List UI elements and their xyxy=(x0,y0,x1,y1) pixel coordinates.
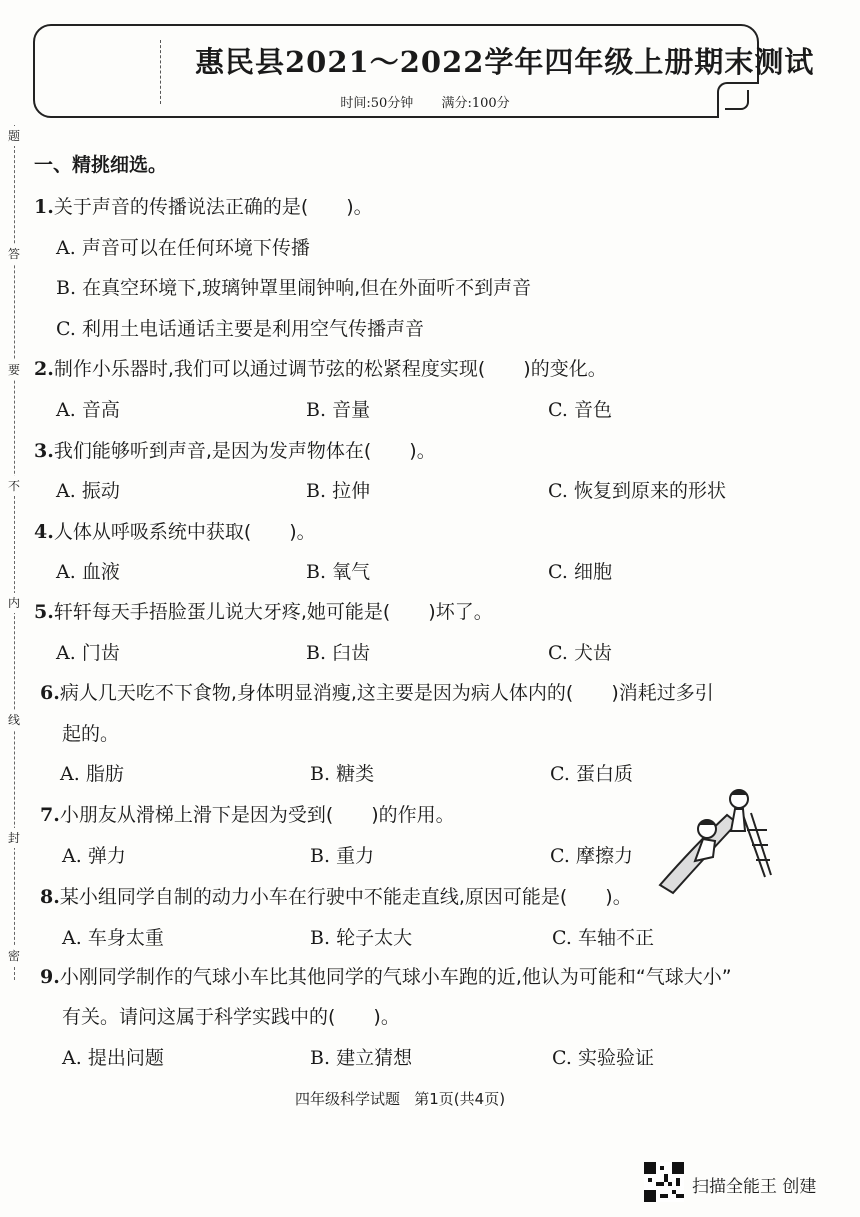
question-stem: 轩轩每天手捂脸蛋儿说大牙疼,她可能是( )坏了。 xyxy=(53,601,493,623)
option-letter: B. xyxy=(306,561,327,583)
option-b xyxy=(306,395,370,422)
option-text: 糖类 xyxy=(336,763,375,785)
option-c xyxy=(550,759,633,786)
option-c xyxy=(548,557,612,584)
option-letter: A. xyxy=(62,845,82,867)
title-banner xyxy=(33,24,815,118)
option-letter: B. xyxy=(310,763,331,785)
option-text: 臼齿 xyxy=(332,642,371,664)
section-heading: 一、精挑细选。 xyxy=(34,154,168,176)
option-b xyxy=(310,841,374,868)
binding-char: 封 xyxy=(4,828,24,848)
question-stem: 小朋友从滑梯上滑下是因为受到( )的作用。 xyxy=(59,804,455,826)
option-c xyxy=(552,1043,654,1070)
exam-time: 时间:50分钟 xyxy=(340,96,414,111)
option-text: 门齿 xyxy=(81,642,120,664)
option-text: 摩擦力 xyxy=(575,845,633,867)
option-a xyxy=(60,759,124,786)
question-stem: 病人几天吃不下食物,身体明显消瘦,这主要是因为病人体内的( )消耗过多引 xyxy=(59,682,714,704)
option-text: 声音可以在任何环境下传播 xyxy=(81,237,310,259)
option-a xyxy=(56,476,120,503)
option-text: 车轴不正 xyxy=(577,927,654,949)
option-letter: B. xyxy=(310,1047,331,1069)
option-a xyxy=(62,923,164,950)
option-text: 利用土电话通话主要是利用空气传播声音 xyxy=(81,318,424,340)
option-letter: C. xyxy=(552,1047,572,1069)
option-letter: C. xyxy=(548,642,568,664)
binding-char: 内 xyxy=(4,593,24,613)
scanner-watermark: 扫描全能王 创建 xyxy=(692,1177,817,1197)
option-text: 音高 xyxy=(81,399,120,421)
option-text: 脂肪 xyxy=(85,763,124,785)
option-letter: B. xyxy=(310,927,331,949)
question-stem: 关于声音的传播说法正确的是( )。 xyxy=(53,196,373,218)
question-2 xyxy=(34,354,607,381)
option-letter: C. xyxy=(548,561,568,583)
question-5 xyxy=(34,597,493,624)
question-6 xyxy=(40,678,714,705)
option-b xyxy=(310,759,374,786)
option-letter: C. xyxy=(552,927,572,949)
question-7 xyxy=(40,800,455,827)
option-c xyxy=(548,638,612,665)
question-stem: 小刚同学制作的气球小车比其他同学的气球小车跑的近,他认为可能和“气球大小” xyxy=(59,966,732,988)
option-text: 建立猜想 xyxy=(336,1047,413,1069)
option-letter: A. xyxy=(56,399,76,421)
option-letter: B. xyxy=(310,845,331,867)
option-text: 重力 xyxy=(336,845,375,867)
footer-page-number: 第1页(共4页) xyxy=(414,1090,506,1108)
option-letter: A. xyxy=(60,763,80,785)
option-letter: A. xyxy=(56,480,76,502)
page-footer xyxy=(0,1088,800,1109)
option-letter: A. xyxy=(56,642,76,664)
option-c xyxy=(548,476,726,503)
option-text: 在真空环境下,玻璃钟罩里闹钟响,但在外面听不到声音 xyxy=(82,277,532,299)
question-stem: 制作小乐器时,我们可以通过调节弦的松紧程度实现( )的变化。 xyxy=(53,358,607,380)
exam-score: 满分:100分 xyxy=(441,96,510,111)
option-c xyxy=(552,923,654,950)
banner-divider xyxy=(160,40,161,104)
option-b xyxy=(310,923,412,950)
option-text: 氧气 xyxy=(332,561,371,583)
option-text: 实验验证 xyxy=(577,1047,654,1069)
question-4 xyxy=(34,517,316,544)
question-number: 5. xyxy=(34,601,54,623)
option-letter: C. xyxy=(548,399,568,421)
option-b xyxy=(310,1043,412,1070)
question-number: 6. xyxy=(40,682,60,704)
question-stem: 人体从呼吸系统中获取( )。 xyxy=(53,521,316,543)
qr-code-icon xyxy=(644,1162,684,1202)
binding-char: 答 xyxy=(4,244,24,264)
question-3 xyxy=(34,436,436,463)
option-text: 提出问题 xyxy=(87,1047,164,1069)
option-text: 犬齿 xyxy=(573,642,612,664)
option-c xyxy=(548,395,612,422)
option-letter: B. xyxy=(306,480,327,502)
question-9-continued: 有关。请问这属于科学实践中的( )。 xyxy=(62,1006,400,1028)
question-number: 7. xyxy=(40,804,60,826)
question-1 xyxy=(34,192,373,219)
option-text: 细胞 xyxy=(573,561,612,583)
option-b xyxy=(306,557,370,584)
option-b xyxy=(306,638,370,665)
option-letter: A. xyxy=(62,1047,82,1069)
question-number: 8. xyxy=(40,886,60,908)
option-letter: C. xyxy=(550,763,570,785)
option-text: 恢复到原来的形状 xyxy=(573,480,726,502)
option-text: 音量 xyxy=(332,399,371,421)
option-letter: C. xyxy=(56,318,76,340)
binding-char: 密 xyxy=(4,946,24,966)
binding-char: 不 xyxy=(4,476,24,496)
option-c xyxy=(550,841,633,868)
option-text: 血液 xyxy=(81,561,120,583)
option-text: 振动 xyxy=(81,480,120,502)
option-a xyxy=(56,557,120,584)
option-letter: B. xyxy=(306,399,327,421)
option-text: 车身太重 xyxy=(87,927,164,949)
option-a xyxy=(56,233,310,260)
option-a xyxy=(62,1043,164,1070)
option-text: 拉伸 xyxy=(332,480,371,502)
binding-char: 要 xyxy=(4,360,24,380)
question-stem: 某小组同学自制的动力小车在行驶中不能走直线,原因可能是( )。 xyxy=(59,886,632,908)
option-b xyxy=(306,476,370,503)
option-a xyxy=(56,395,120,422)
option-a xyxy=(62,841,126,868)
option-text: 蛋白质 xyxy=(575,763,633,785)
question-8 xyxy=(40,882,632,909)
footer-subject: 四年级科学试题 xyxy=(294,1090,400,1108)
option-text: 轮子太大 xyxy=(336,927,413,949)
option-text: 弹力 xyxy=(87,845,126,867)
question-9 xyxy=(40,962,732,989)
slide-children-illustration xyxy=(655,785,775,897)
option-letter: A. xyxy=(56,237,76,259)
option-letter: B. xyxy=(306,642,327,664)
binding-char: 题 xyxy=(4,126,24,146)
option-letter: A. xyxy=(56,561,76,583)
option-letter: A. xyxy=(62,927,82,949)
option-c xyxy=(56,314,424,341)
option-text: 音色 xyxy=(573,399,612,421)
question-number: 3. xyxy=(34,440,54,462)
option-letter: C. xyxy=(548,480,568,502)
exam-meta xyxy=(195,92,655,111)
option-letter: B. xyxy=(56,277,77,299)
question-number: 1. xyxy=(34,196,54,218)
question-number: 2. xyxy=(34,358,54,380)
page-title: 惠民县2021～2022学年四年级上册期末测试 xyxy=(195,45,815,79)
page-curl-decoration xyxy=(717,82,759,118)
question-stem: 我们能够听到声音,是因为发声物体在( )。 xyxy=(53,440,436,462)
question-number: 4. xyxy=(34,521,54,543)
binding-char: 线 xyxy=(4,710,24,730)
option-letter: C. xyxy=(550,845,570,867)
question-number: 9. xyxy=(40,966,60,988)
option-a xyxy=(56,638,120,665)
option-b xyxy=(56,273,531,300)
question-6-continued: 起的。 xyxy=(62,723,120,745)
